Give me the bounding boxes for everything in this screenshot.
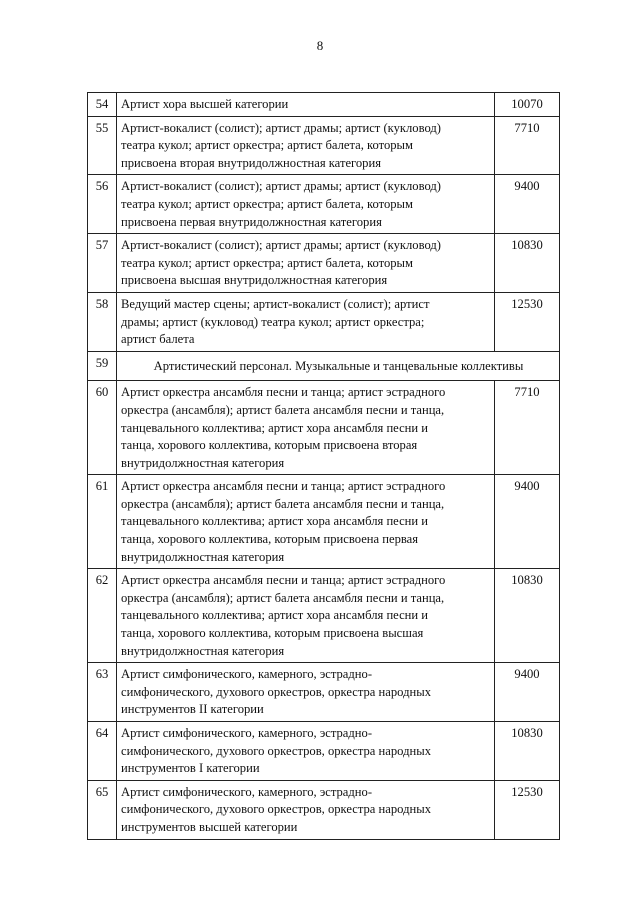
section-heading: Артистический персонал. Музыкальные и танцевальные коллективы — [117, 351, 560, 381]
description-line: танца, хорового коллектива, которым присвоена высшая — [121, 626, 424, 641]
salary-value: 7710 — [495, 116, 560, 175]
salary-value: 9400 — [495, 663, 560, 722]
description-line: танца, хорового коллектива, которым присвоена вторая — [121, 438, 418, 453]
description-line: инструментов I категории — [121, 761, 260, 776]
row-number: 61 — [88, 475, 117, 569]
description-line: внутридолжностная категория — [121, 549, 285, 564]
description-line: внутридолжностная категория — [121, 455, 285, 470]
description-line: артист балета — [121, 332, 195, 347]
table-row — [88, 780, 560, 839]
row-number: 64 — [88, 722, 117, 781]
description-line: Артист оркестра ансамбля песни и танца; артист эстрадного — [121, 573, 446, 588]
table-row — [88, 663, 560, 722]
description-line: оркестра (ансамбля); артист балета ансамбля песни и танца, — [121, 402, 445, 417]
description-line: танца, хорового коллектива, которым присвоена первая — [121, 532, 419, 547]
position-description — [117, 116, 495, 175]
table-row — [88, 175, 560, 234]
position-description — [117, 475, 495, 569]
description-line: Артист оркестра ансамбля песни и танца; артист эстрадного — [121, 385, 446, 400]
description-line: Артист-вокалист (солист); артист драмы; артист (кукловод) — [121, 179, 441, 194]
row-number: 55 — [88, 116, 117, 175]
salary-value: 12530 — [495, 780, 560, 839]
description-line: внутридолжностная категория — [121, 643, 285, 658]
description-line: Артист оркестра ансамбля песни и танца; артист эстрадного — [121, 479, 446, 494]
row-number: 59 — [88, 351, 117, 381]
position-description — [117, 93, 495, 117]
position-description — [117, 663, 495, 722]
position-description — [117, 569, 495, 663]
position-description — [117, 234, 495, 293]
salary-table-body — [88, 93, 560, 840]
position-description — [117, 722, 495, 781]
description-line: театра кукол; артист оркестра; артист балета, которым — [121, 138, 413, 153]
table-row — [88, 381, 560, 475]
salary-value: 9400 — [495, 175, 560, 234]
row-number: 65 — [88, 780, 117, 839]
table-section-heading-row — [88, 351, 560, 381]
salary-value: 10070 — [495, 93, 560, 117]
position-description — [117, 780, 495, 839]
description-line: танцевального коллектива; артист хора ансамбля песни и — [121, 608, 429, 623]
table-row — [88, 93, 560, 117]
page-number: 8 — [316, 38, 324, 53]
description-line: Артист хора высшей категории — [121, 97, 289, 111]
description-line: драмы; артист (кукловод) театра кукол; артист оркестра; — [121, 314, 425, 329]
description-line: Ведущий мастер сцены; артист-вокалист (солист); артист — [121, 296, 430, 311]
description-line: симфонического, духового оркестров, оркестра народных — [121, 802, 431, 817]
table-row — [88, 475, 560, 569]
description-line: присвоена первая внутридолжностная категория — [121, 214, 382, 229]
description-line: присвоена высшая внутридолжностная категория — [121, 273, 388, 288]
description-line: симфонического, духового оркестров, оркестра народных — [121, 684, 431, 699]
description-line: театра кукол; артист оркестра; артист балета, которым — [121, 255, 413, 270]
row-number: 57 — [88, 234, 117, 293]
description-line: симфонического, духового оркестров, оркестра народных — [121, 743, 431, 758]
row-number: 62 — [88, 569, 117, 663]
description-line: танцевального коллектива; артист хора ансамбля песни и — [121, 420, 429, 435]
table-row — [88, 722, 560, 781]
position-description — [117, 381, 495, 475]
table-row — [88, 234, 560, 293]
salary-value: 10830 — [495, 234, 560, 293]
description-line: Артист-вокалист (солист); артист драмы; артист (кукловод) — [121, 238, 441, 253]
description-line: Артист симфонического, камерного, эстрадно- — [121, 726, 373, 740]
description-line: оркестра (ансамбля); артист балета ансамбля песни и танца, — [121, 590, 445, 605]
description-line: Артист-вокалист (солист); артист драмы; артист (кукловод) — [121, 120, 441, 135]
description-line: танцевального коллектива; артист хора ансамбля песни и — [121, 514, 429, 529]
salary-value: 7710 — [495, 381, 560, 475]
row-number: 63 — [88, 663, 117, 722]
description-line: оркестра (ансамбля); артист балета ансамбля песни и танца, — [121, 496, 445, 511]
description-line: Артист симфонического, камерного, эстрадно- — [121, 784, 373, 799]
position-description — [117, 292, 495, 351]
description-line: Артист симфонического, камерного, эстрадно- — [121, 667, 373, 682]
description-line: театра кукол; артист оркестра; артист балета, которым — [121, 196, 413, 211]
description-line: инструментов высшей категории — [121, 819, 298, 834]
description-line: инструментов II категории — [121, 702, 264, 717]
salary-value: 10830 — [495, 569, 560, 663]
row-number: 56 — [88, 175, 117, 234]
salary-value: 9400 — [495, 475, 560, 569]
table-row — [88, 292, 560, 351]
salary-value: 10830 — [495, 722, 560, 781]
row-number: 60 — [88, 381, 117, 475]
row-number: 58 — [88, 292, 117, 351]
salary-table — [87, 92, 560, 840]
row-number: 54 — [88, 93, 117, 117]
salary-value: 12530 — [495, 292, 560, 351]
table-row — [88, 569, 560, 663]
description-line: присвоена вторая внутридолжностная категория — [121, 155, 382, 170]
position-description — [117, 175, 495, 234]
table-row — [88, 116, 560, 175]
